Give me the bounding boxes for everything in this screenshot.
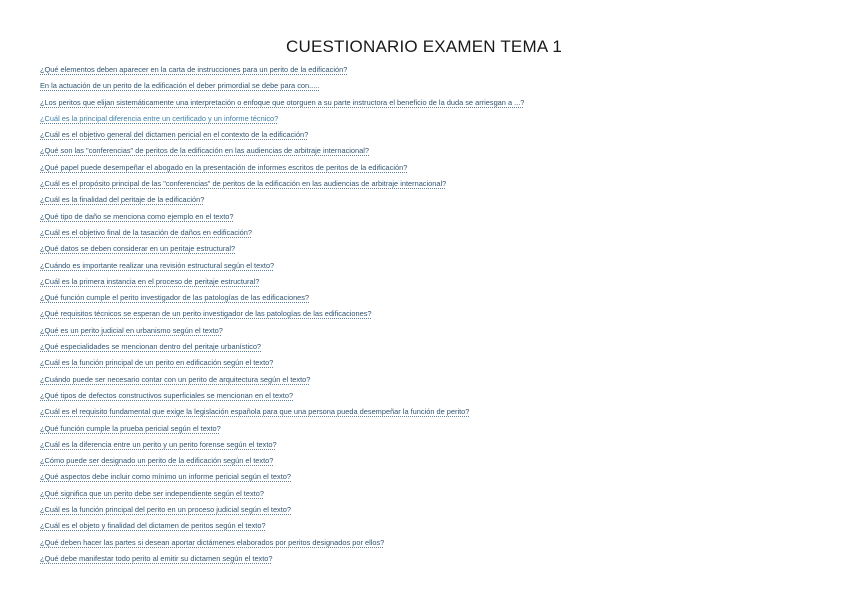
question-link-30[interactable]: ¿Qué deben hacer las partes si desean aportar dictámenes elaborados por peritos designados por ellos? bbox=[40, 537, 385, 547]
question-link-6[interactable]: ¿Qué son las "conferencias" de peritos de la edificación en las audiencias de arbitraje internacional? bbox=[40, 146, 369, 156]
question-link-27[interactable]: ¿Qué significa que un perito debe ser independiente según el texto? bbox=[40, 488, 264, 498]
question-link-15[interactable]: ¿Qué función cumple el perito investigador de las patologías de las edificaciones? bbox=[40, 293, 310, 303]
question-link-13[interactable]: ¿Cuándo es importante realizar una revisión estructural según el texto? bbox=[40, 260, 275, 270]
question-link-26[interactable]: ¿Qué aspectos debe incluir como mínimo un informe pericial según el texto? bbox=[40, 472, 291, 482]
question-link-7[interactable]: ¿Qué papel puede desempeñar el abogado en la presentación de informes escritos de peritos de la edificación? bbox=[40, 162, 408, 172]
question-link-3[interactable]: ¿Los peritos que elijan sistemáticamente una interpretación o enfoque que otorguen a su parte instructora el beneficio de la duda se arriesgan a ...? bbox=[40, 97, 525, 107]
question-link-11[interactable]: ¿Cuál es el objetivo final de la tasación de daños en edificación? bbox=[40, 227, 253, 237]
question-link-25[interactable]: ¿Cómo puede ser designado un perito de la edificación según el texto? bbox=[40, 456, 274, 466]
question-link-4[interactable]: ¿Cuál es la principal diferencia entre un certificado y un informe técnico? bbox=[40, 113, 279, 123]
question-link-5[interactable]: ¿Cuál es el objetivo general del dictamen pericial en el contexto de la edificación? bbox=[40, 130, 309, 140]
question-link-17[interactable]: ¿Qué es un perito judicial en urbanismo según el texto? bbox=[40, 325, 223, 335]
question-link-20[interactable]: ¿Cuándo puede ser necesario contar con un perito de arquitectura según el texto? bbox=[40, 374, 311, 384]
question-link-29[interactable]: ¿Cuál es el objeto y finalidad del dictamen de peritos según el texto? bbox=[40, 521, 266, 531]
question-link-2[interactable]: En la actuación de un perito de la edificación el deber primordial se debe para con..... bbox=[40, 81, 320, 91]
question-link-12[interactable]: ¿Qué datos se deben considerar en un peritaje estructural? bbox=[40, 244, 236, 254]
question-list bbox=[40, 62, 830, 567]
question-link-22[interactable]: ¿Cuál es el requisito fundamental que exige la legislación española para que una persona pueda desempeñar la función de perito? bbox=[40, 407, 470, 417]
question-link-18[interactable]: ¿Qué especialidades se mencionan dentro del peritaje urbanístico? bbox=[40, 342, 262, 352]
question-link-10[interactable]: ¿Qué tipo de daño se menciona como ejemplo en el texto? bbox=[40, 211, 234, 221]
question-link-31[interactable]: ¿Qué debe manifestar todo perito al emitir su dictamen según el texto? bbox=[40, 553, 273, 563]
question-link-1[interactable]: ¿Qué elementos deben aparecer en la carta de instrucciones para un perito de la edificación? bbox=[40, 65, 348, 74]
question-link-19[interactable]: ¿Cuál es la función principal de un perito en edificación según el texto? bbox=[40, 358, 274, 368]
question-link-9[interactable]: ¿Cuál es la finalidad del peritaje de la edificación? bbox=[40, 195, 205, 205]
question-link-21[interactable]: ¿Qué tipos de defectos constructivos superficiales se mencionan en el texto? bbox=[40, 390, 294, 400]
question-link-24[interactable]: ¿Cuál es la diferencia entre un perito y un perito forense según el texto? bbox=[40, 439, 277, 449]
question-link-16[interactable]: ¿Qué requisitos técnicos se esperan de un perito investigador de las patologías de las edificaciones? bbox=[40, 309, 372, 319]
document-title: CUESTIONARIO EXAMEN TEMA 1 bbox=[286, 37, 562, 56]
question-link-14[interactable]: ¿Cuál es la primera instancia en el proceso de peritaje estructural? bbox=[40, 276, 260, 286]
question-link-8[interactable]: ¿Cuál es el propósito principal de las "conferencias" de peritos de la edificación en las audiencias de arbitraje internacional? bbox=[40, 179, 447, 189]
question-link-28[interactable]: ¿Cuál es la función principal del perito en un proceso judicial según el texto? bbox=[40, 505, 292, 515]
question-link-23[interactable]: ¿Qué función cumple la prueba pericial según el texto? bbox=[40, 423, 221, 433]
